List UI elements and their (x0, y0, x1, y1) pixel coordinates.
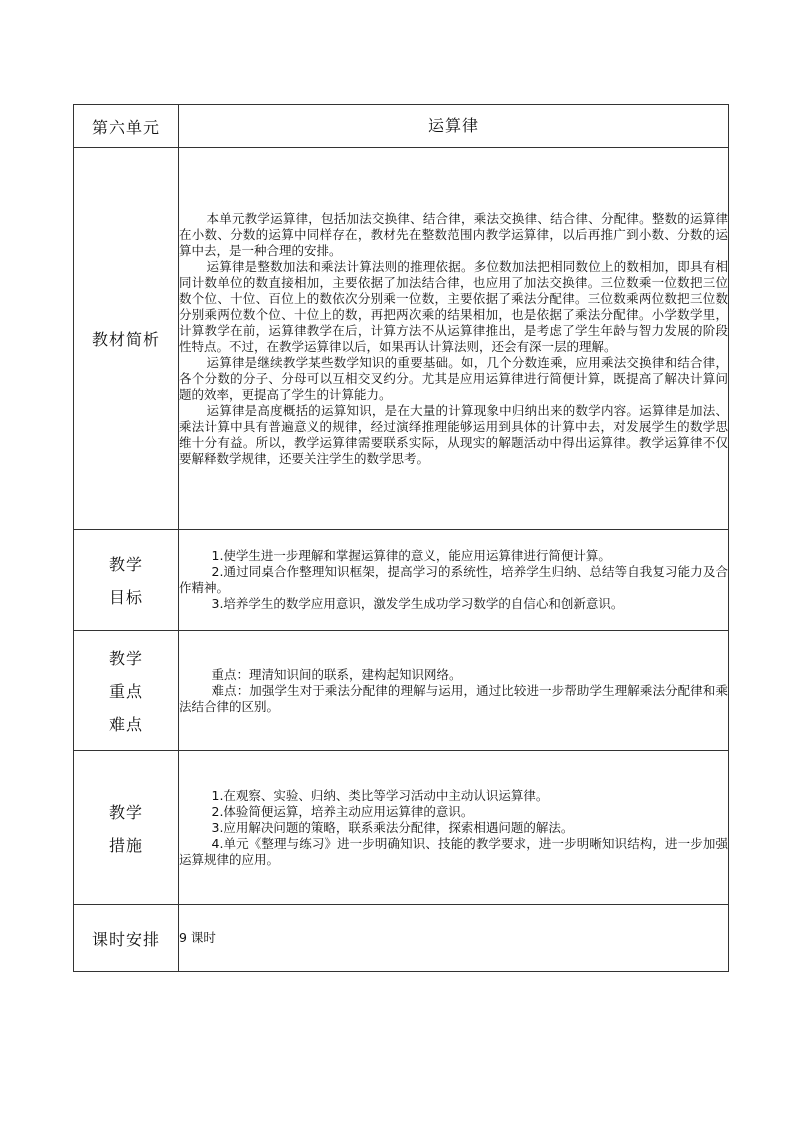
lesson-plan-table (73, 104, 729, 972)
label-line: 教学 (108, 649, 143, 668)
label-line: 教学 (108, 555, 143, 574)
key-points-row (74, 631, 729, 751)
textbook-analysis-label: 教材简析 (74, 148, 179, 530)
measure-item: 4.单元《整理与练习》进一步明确知识、技能的教学要求，进一步明晰知识结构，进一步加强运算规律的应用。 (179, 835, 728, 867)
unit-cell: 第六单元 (74, 105, 179, 148)
header-row (74, 105, 729, 148)
goal-item: 3.培养学生的数学应用意识，激发学生成功学习数学的自信心和创新意识。 (211, 596, 624, 611)
teaching-goals-content (179, 530, 729, 631)
class-hours-value: 9 课时 (179, 930, 216, 945)
textbook-paragraph: 运算律是继续教学某些数学知识的重要基础。如，几个分数连乘，应用乘法交换律和结合律，各个分数的分子、分母可以互相交叉约分。尤其是应用运算律进行简便计算，既提高了解决计算问题的效率，更提高了学生的计算能力。 (179, 354, 728, 402)
class-hours-content (179, 905, 729, 972)
label-line: 难点 (108, 715, 143, 734)
teaching-measures-row (74, 751, 729, 905)
goal-item: 1.使学生进一步理解和掌握运算律的意义，能应用运算律进行简便计算。 (211, 548, 611, 563)
key-points-label (74, 631, 179, 751)
label-line: 措施 (108, 835, 143, 855)
label-line: 教学 (108, 802, 143, 822)
class-hours-row (74, 905, 729, 972)
textbook-paragraph: 运算律是整数加法和乘法计算法则的推理依据。多位数加法把相同数位上的数相加，即具有相同计数单位的数直接相加，主要依据了加法结合律，也应用了加法交换律。三位数乘一位数把三位数个位、十位、百位上的数依次分别乘一位数，主要依据了乘法分配律。三位数乘两位数把三位数分别乘两位数个位、十位上的数，再把两次乘的结果相加，也是依据了乘法分配律。小学数学里，计算教学在前，运算律教学在后，计算方法不从运算律推出，是考虑了学生年龄与智力发展的阶段性特点。不过，在教学运算律以后，如果再认计算法则，还会有深一层的理解。 (179, 258, 728, 354)
textbook-paragraph: 运算律是高度概括的运算知识，是在大量的计算现象中归纳出来的数学内容。运算律是加法、乘法计算中具有普遍意义的规律，经过演绎推理能够运用到具体的计算中去，对发展学生的数学思维十分有益。所以，教学运算律需要联系实际，从现实的解题活动中得出运算律。教学运算律不仅要解释数学规律，还要关注学生的数学思考。 (179, 402, 728, 466)
measure-item: 1.在观察、实验、归纳、类比等学习活动中主动认识运算律。 (211, 787, 549, 803)
measure-item: 3.应用解决问题的策略，联系乘法分配律，探索相遇问题的解法。 (211, 819, 574, 835)
teaching-measures-label (74, 751, 179, 905)
goal-item: 2.通过同桌合作整理知识框架，提高学习的系统性，培养学生归纳、总结等自我复习能力及合作精神。 (179, 564, 728, 595)
textbook-analysis-content (179, 148, 729, 530)
unit-title: 运算律 (179, 105, 729, 148)
key-point-item: 重点：理清知识间的联系，建构起知识网络。 (211, 666, 462, 682)
key-points-content (179, 631, 729, 751)
textbook-analysis-row (74, 148, 729, 530)
textbook-paragraph: 本单元教学运算律，包括加法交换律、结合律，乘法交换律、结合律、分配律。整数的运算律在小数、分数的运算中同样存在，教材先在整数范围内教学运算律，以后再推广到小数、分数的运算中去，是一种合理的安排。 (179, 210, 728, 258)
teaching-goals-label (74, 530, 179, 631)
measure-item: 2.体验简便运算，培养主动应用运算律的意识。 (211, 803, 474, 819)
label-line: 目标 (108, 588, 143, 607)
teaching-goals-row (74, 530, 729, 631)
teaching-measures-content (179, 751, 729, 905)
label-line: 重点 (108, 682, 143, 701)
key-point-item: 难点：加强学生对于乘法分配律的理解与运用，通过比较进一步帮助学生理解乘法分配律和乘法结合律的区别。 (179, 682, 728, 714)
class-hours-label: 课时安排 (74, 905, 179, 972)
